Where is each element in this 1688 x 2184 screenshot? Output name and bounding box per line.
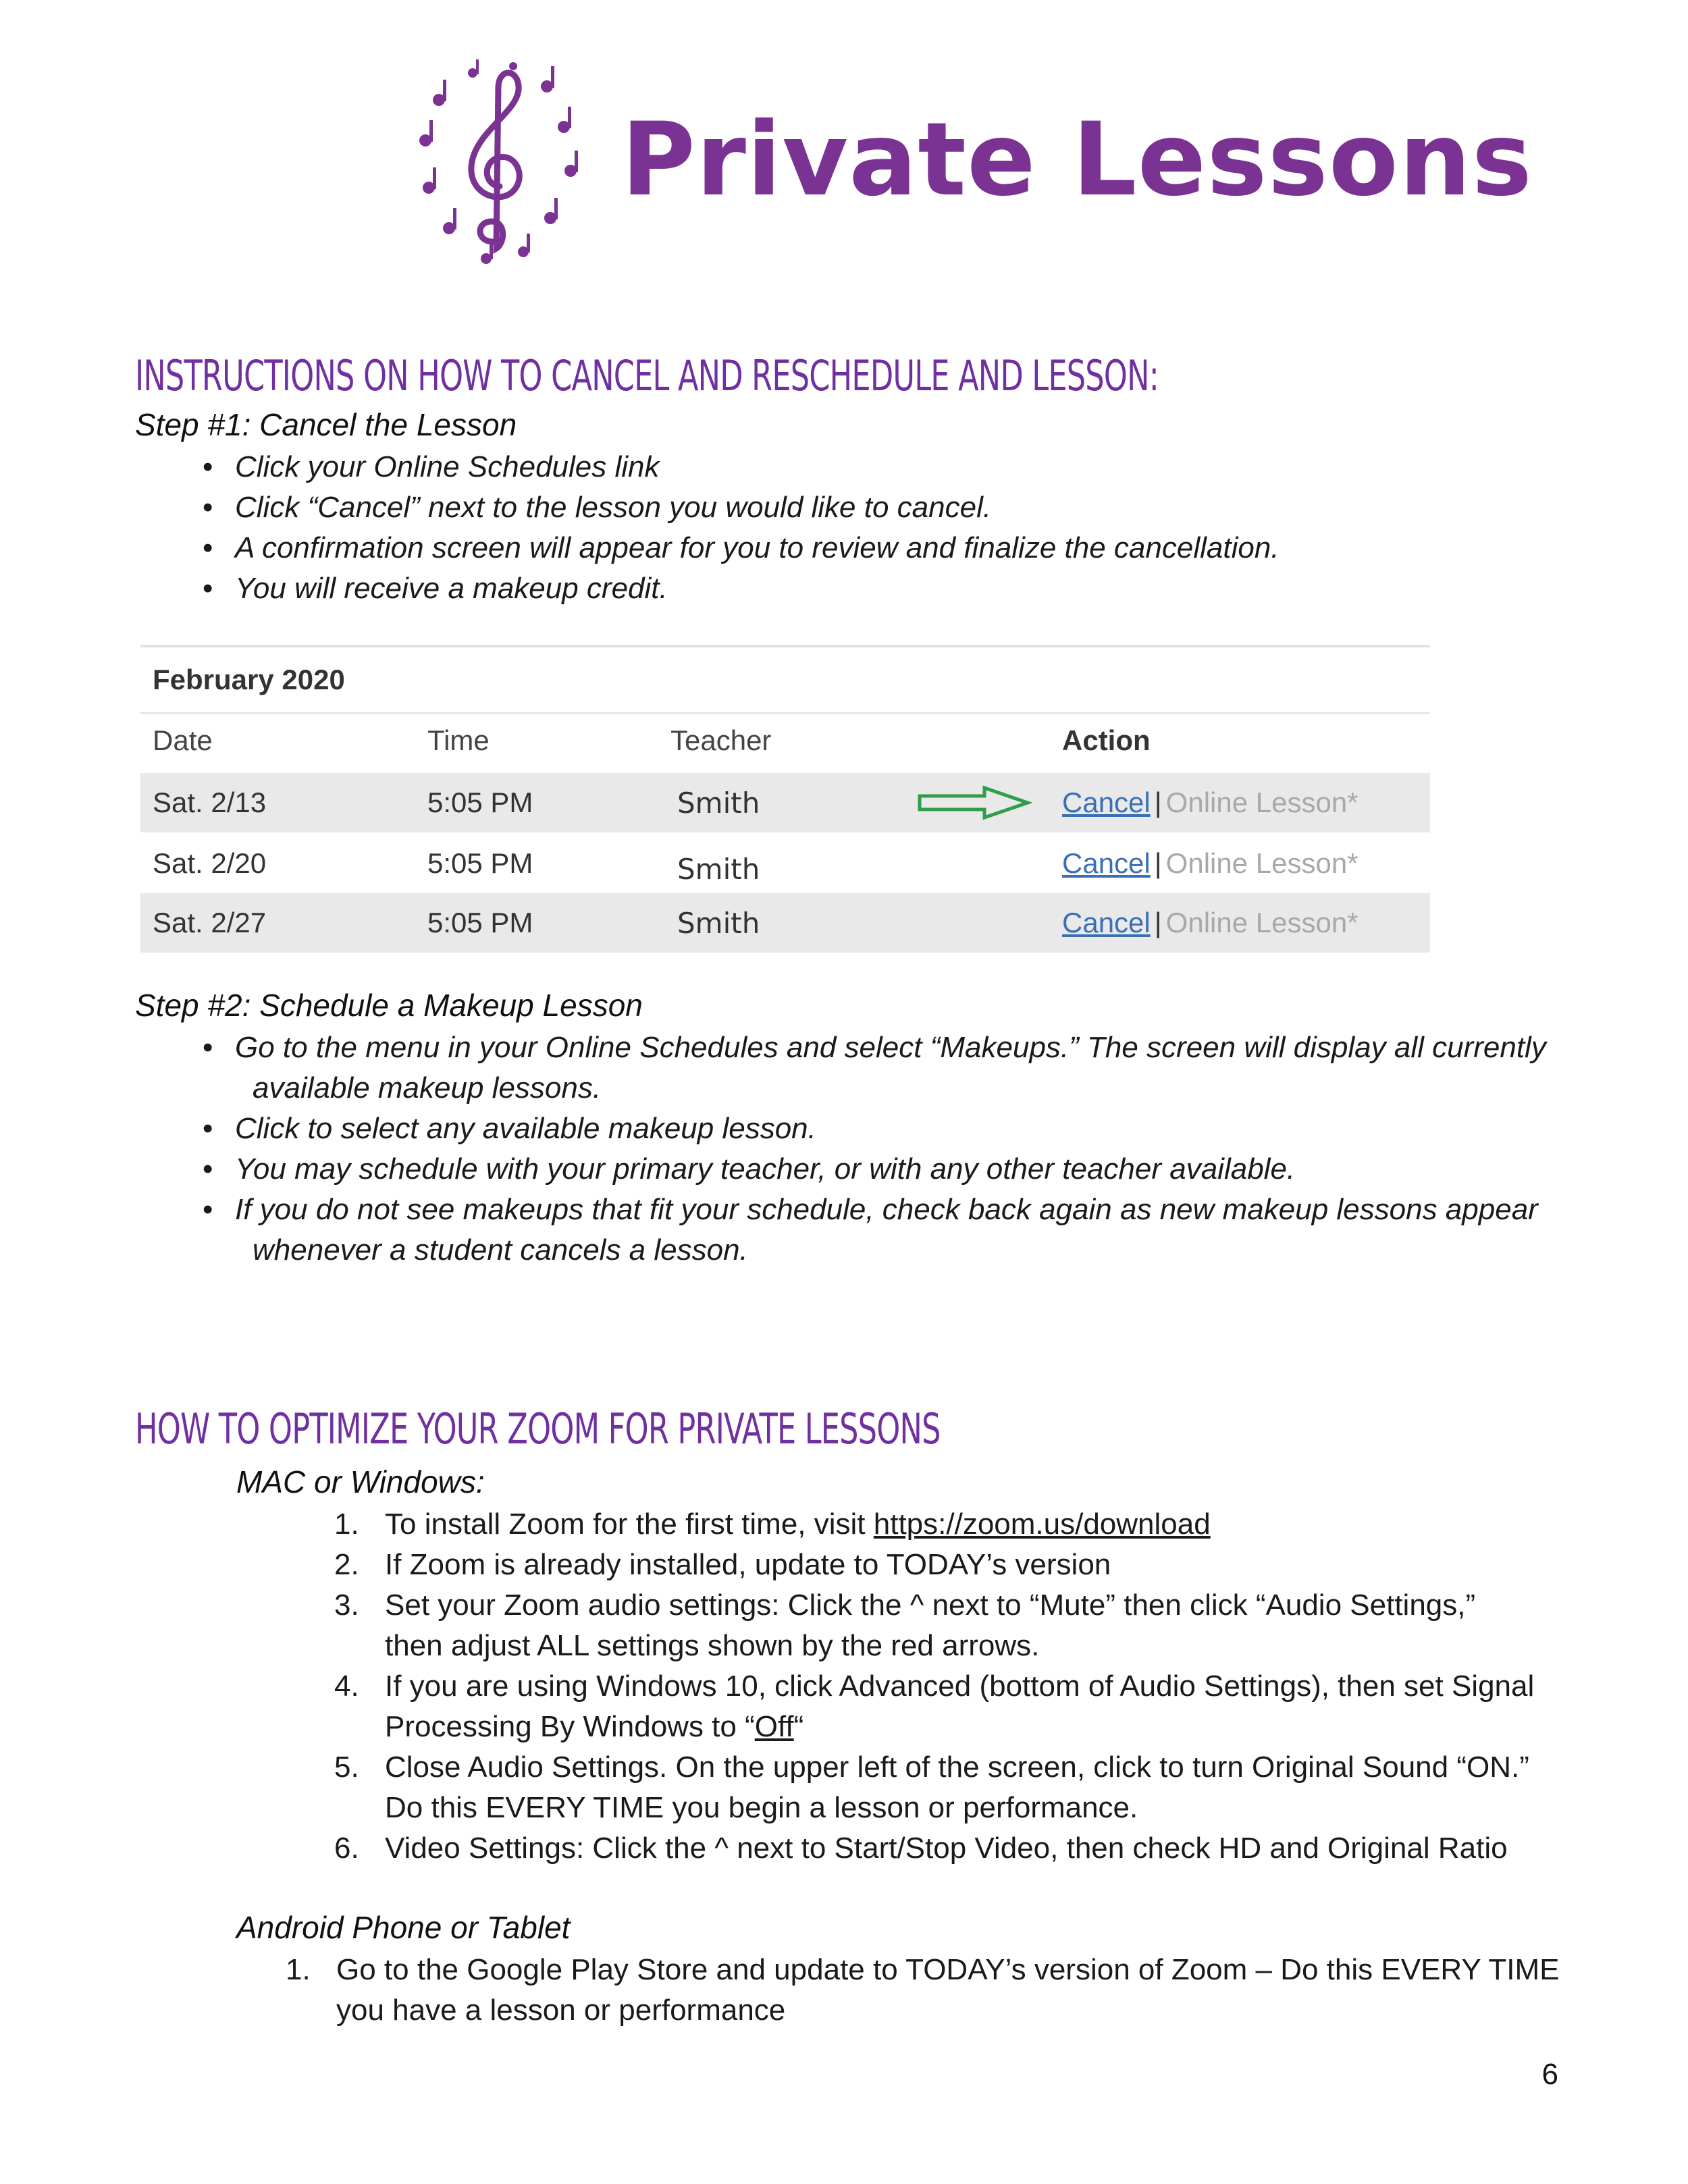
bullet-text: Click to select any available makeup lesson. — [235, 1112, 816, 1145]
bullet-text: A confirmation screen will appear for you to review and finalize the cancellation. — [235, 531, 1280, 564]
bullet-item — [203, 1149, 1572, 1190]
row-time: 5:05 PM — [427, 787, 533, 818]
bullet-icon: • — [203, 491, 213, 524]
page-number: 6 — [1541, 2058, 1558, 2091]
online-lesson-label: Online Lesson* — [1165, 847, 1359, 879]
step-text: If Zoom is already installed, update to TODAY’s version — [385, 1548, 1111, 1581]
bullet-text: If you do not see makeups that fit your schedule, check back again as new makeup lessons appear — [235, 1193, 1538, 1226]
bullet-item — [203, 487, 1585, 528]
row-teacher: Smith — [677, 907, 760, 940]
row-date: Sat. 2/20 — [153, 847, 267, 879]
bullet-item — [203, 1028, 1572, 1109]
bullet-text-continued: whenever a student cancels a lesson. — [253, 1233, 748, 1267]
step-text: To install Zoom for the first time, visit — [385, 1508, 874, 1541]
cancel-link[interactable]: Cancel — [1062, 847, 1151, 879]
row-teacher: Smith — [677, 787, 760, 820]
cancel-link[interactable]: Cancel — [1062, 787, 1151, 818]
bullet-icon: • — [203, 1193, 213, 1226]
zoom-download-link[interactable]: https://zoom.us/download — [873, 1508, 1211, 1541]
step-number: 2. — [334, 1548, 359, 1581]
green-arrow-icon — [917, 785, 1032, 820]
step-number: 1. — [286, 1953, 311, 1986]
zoom-optimize-heading: HOW TO OPTIMIZE YOUR ZOOM FOR PRIVATE LESSONS — [135, 1404, 941, 1454]
column-header-teacher: Teacher — [670, 724, 772, 756]
step2-title: Step #2: Schedule a Makeup Lesson — [135, 988, 643, 1023]
step-text: Video Settings: Click the ^ next to Start/Stop Video, then check HD and Original Ratio — [385, 1832, 1508, 1865]
step1-title: Step #1: Cancel the Lesson — [135, 407, 517, 442]
step-number: 4. — [334, 1670, 359, 1703]
online-lesson-label: Online Lesson* — [1165, 787, 1359, 818]
step-number: 1. — [334, 1508, 359, 1541]
step-text-continued: Do this EVERY TIME you begin a lesson or performance. — [385, 1791, 1138, 1824]
row-teacher: Smith — [677, 853, 760, 886]
treble-clef-logo-icon — [412, 59, 587, 269]
bullet-text: Click your Online Schedules link — [235, 450, 660, 483]
table-row — [140, 773, 1430, 832]
bullet-icon: • — [203, 1031, 213, 1064]
bullet-text-continued: available makeup lessons. — [253, 1071, 602, 1104]
step-number: 6. — [334, 1832, 359, 1865]
step-text-quote: “ — [793, 1710, 804, 1743]
row-action — [1062, 787, 1359, 819]
action-separator: | — [1154, 847, 1162, 879]
list-item — [334, 1545, 1573, 1585]
schedule-month: February 2020 — [153, 664, 345, 695]
table-top-border — [140, 645, 1430, 647]
bullet-icon: • — [203, 1112, 213, 1145]
bullet-text: You may schedule with your primary teacher, or with any other teacher available. — [235, 1152, 1296, 1186]
step-text-continued: then adjust ALL settings shown by the red arrows. — [385, 1629, 1040, 1662]
page-brand-title: Private Lessons — [621, 101, 1533, 219]
step-text-continued: you have a lesson or performance — [336, 1994, 786, 2027]
list-item — [286, 1950, 1572, 2031]
action-separator: | — [1154, 907, 1162, 938]
row-date: Sat. 2/13 — [153, 787, 267, 818]
bullet-text: Click “Cancel” next to the lesson you would like to cancel. — [235, 491, 992, 524]
table-divider — [140, 712, 1430, 714]
bullet-item — [203, 528, 1585, 568]
row-time: 5:05 PM — [427, 847, 533, 879]
bullet-icon: • — [203, 531, 213, 564]
list-item — [334, 1666, 1573, 1747]
list-item — [334, 1747, 1573, 1828]
off-setting-text: Off — [754, 1710, 794, 1743]
table-row — [140, 834, 1430, 893]
row-action — [1062, 907, 1359, 939]
column-header-time: Time — [427, 724, 490, 756]
android-steps — [286, 1950, 1572, 2031]
list-item — [334, 1585, 1573, 1666]
step-text: Close Audio Settings. On the upper left of the screen, click to turn Original Sound “ON.” — [385, 1751, 1529, 1784]
bullet-icon: • — [203, 1152, 213, 1186]
online-lesson-label: Online Lesson* — [1165, 907, 1359, 938]
row-date: Sat. 2/27 — [153, 907, 267, 938]
action-separator: | — [1154, 787, 1162, 818]
list-item — [334, 1828, 1573, 1869]
step-text: Set your Zoom audio settings: Click the ^ next to “Mute” then click “Audio Settings,” — [385, 1589, 1476, 1622]
step-text: Go to the Google Play Store and update to TODAY’s version of Zoom – Do this EVERY TIME — [336, 1953, 1560, 1986]
column-header-action: Action — [1062, 724, 1151, 756]
column-header-date: Date — [153, 724, 213, 756]
step2-bullet-list — [203, 1028, 1572, 1271]
step-number: 3. — [334, 1589, 359, 1622]
step-text: If you are using Windows 10, click Advanced (bottom of Audio Settings), then set Signal — [385, 1670, 1535, 1703]
step1-bullet-list — [203, 447, 1585, 609]
step-text-continued: Processing By Windows to “ — [385, 1710, 755, 1743]
list-item — [334, 1504, 1573, 1545]
bullet-text: Go to the menu in your Online Schedules and select “Makeups.” The screen will display all currently — [235, 1031, 1546, 1064]
step-number: 5. — [334, 1751, 359, 1784]
bullet-icon: • — [203, 450, 213, 483]
bullet-item — [203, 568, 1585, 609]
bullet-item — [203, 1109, 1572, 1149]
row-time: 5:05 PM — [427, 907, 533, 938]
bullet-item — [203, 447, 1585, 487]
android-title: Android Phone or Tablet — [236, 1910, 571, 1945]
table-row — [140, 893, 1430, 953]
mac-windows-steps — [334, 1504, 1573, 1869]
mac-windows-title: MAC or Windows: — [236, 1464, 485, 1499]
bullet-item — [203, 1190, 1572, 1271]
cancel-reschedule-heading: INSTRUCTIONS ON HOW TO CANCEL AND RESCHEDULE AND LESSON: — [135, 351, 1159, 400]
cancel-link[interactable]: Cancel — [1062, 907, 1151, 938]
bullet-icon: • — [203, 572, 213, 605]
bullet-text: You will receive a makeup credit. — [235, 572, 668, 605]
row-action — [1062, 847, 1359, 880]
schedule-table — [140, 645, 1430, 955]
